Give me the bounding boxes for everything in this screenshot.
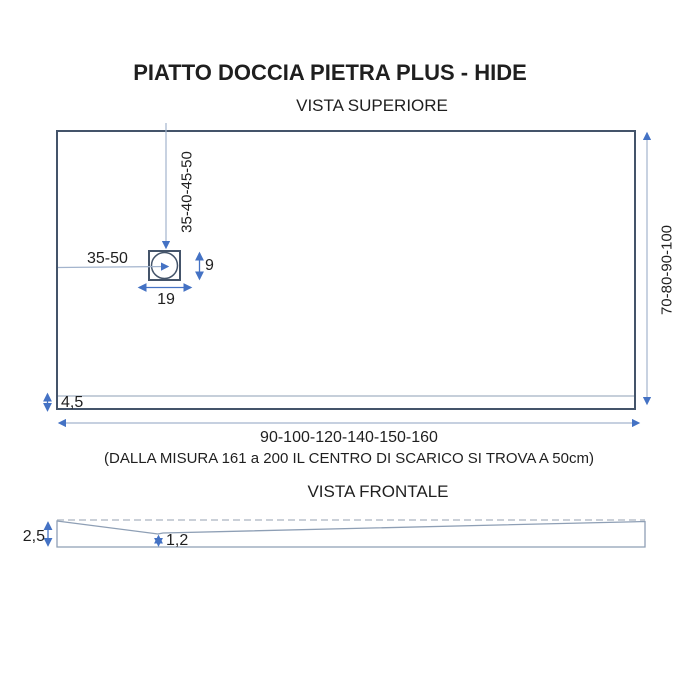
drain-width-label: 19	[157, 291, 175, 308]
drain-square	[149, 251, 180, 280]
top-view-label: VISTA SUPERIORE	[296, 96, 448, 115]
tray-width-label: 90-100-120-140-150-160	[260, 429, 438, 446]
top-view-tray-outline	[57, 131, 635, 409]
front-drain-thickness-label: 1,2	[166, 532, 189, 549]
border-thickness-label: 4,5	[61, 394, 84, 411]
page-title: PIATTO DOCCIA PIETRA PLUS - HIDE	[133, 60, 527, 85]
drain-offset-vertical-label: 35-40-45-50	[178, 151, 196, 233]
front-view-profile	[57, 521, 645, 547]
tray-depth-label: 70-80-90-100	[658, 224, 676, 316]
drain-position-note: (DALLA MISURA 161 a 200 IL CENTRO DI SCARICO SI TROVA A 50cm)	[104, 450, 594, 467]
front-view-label: VISTA FRONTALE	[307, 482, 449, 501]
drain-offset-horizontal-label: 35-50	[87, 250, 128, 267]
drain-height-label: 9	[205, 257, 214, 274]
front-edge-thickness-label: 2,5	[22, 528, 45, 545]
